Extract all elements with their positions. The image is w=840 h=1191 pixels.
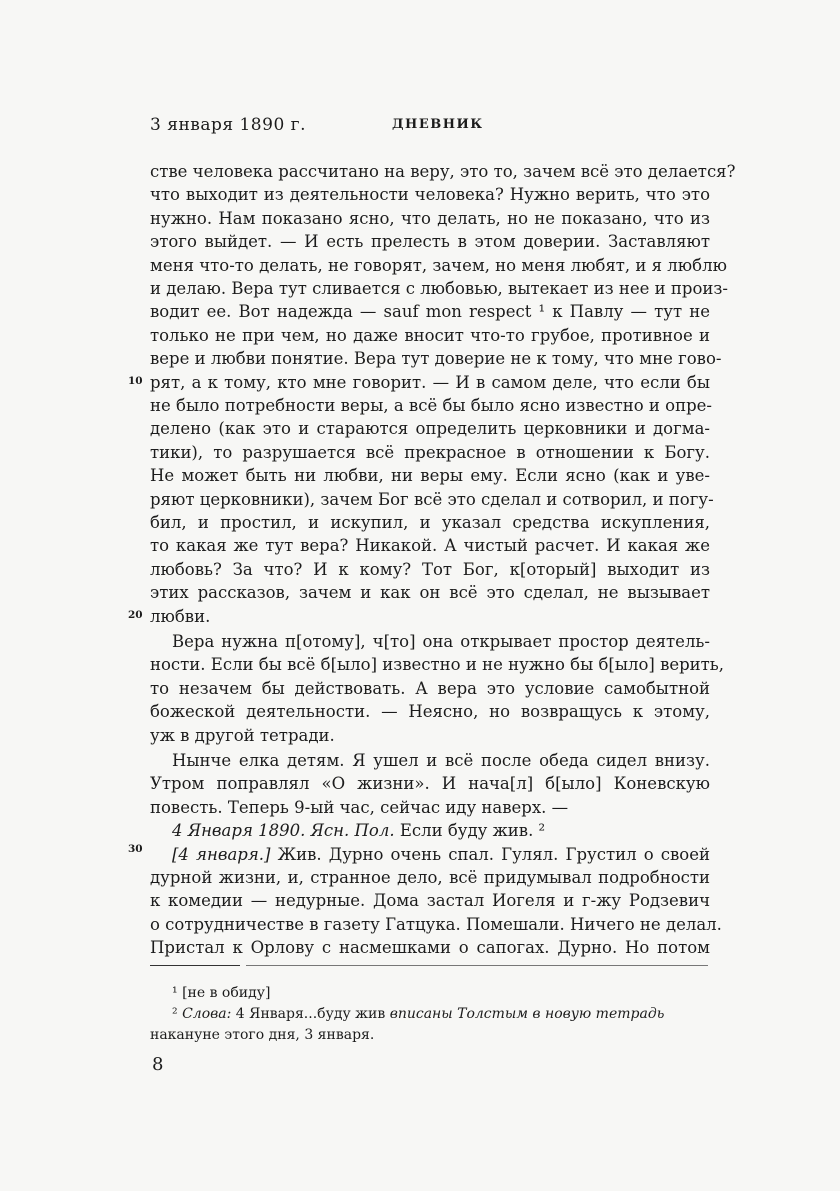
header-date: 3 января 1890 г. (150, 115, 306, 135)
footnote-2-mark: ² (172, 1006, 183, 1022)
text-line: божеской деятельности. — Неясно, но возвращусь к этому, (150, 702, 710, 722)
text-line: любовь? За что? И к кому? Тот Бог, к[оторый] выходит из (150, 559, 710, 579)
text-line: Не может быть ни любви, ни веры ему. Если ясно (как и уве- (150, 466, 710, 486)
running-header (150, 115, 710, 139)
text-line: любви. (150, 606, 211, 626)
footnote-2-cont: накануне этого дня, 3 января. (150, 1027, 375, 1043)
text-line: рят, а к тому, кто мне говорит. — И в самом деле, что если бы (150, 372, 710, 392)
text-line: то какая же тут вера? Никакой. А чистый расчет. И какая же (150, 536, 710, 556)
text-line: нужно. Нам показано ясно, что делать, но не показано, что из (150, 208, 710, 228)
text-line: водит ее. Вот надежда — sauf mon respect ¹ к Павлу — тут не (150, 302, 710, 322)
text-line: Пристал к Орлову с насмешками о сапогах. Дурно. Но потом (150, 938, 710, 958)
editorial-date: [4 января.] (172, 844, 271, 864)
text-line: о сотрудничестве в газету Гатцука. Помешали. Ничего не делал. (150, 914, 722, 934)
text-line: что выходит из деятельности человека? Нужно верить, что это (150, 185, 710, 205)
text-line: тики), то разрушается всё прекрасное в отношении к Богу. (150, 442, 710, 462)
entry-date-note: Если буду жив. ² (394, 821, 546, 841)
text-line (150, 843, 710, 867)
line-number-20: 20 (128, 609, 143, 621)
line-number-30: 30 (128, 843, 143, 855)
text-line: Вера нужна п[отому], ч[то] она открывает простор деятель- (172, 632, 710, 651)
text-line: дурной жизни, и, странное дело, всё придумывал подробности (150, 868, 710, 887)
text-line: Утром поправлял «О жизни». И нача[л] б[ыло] Коневскую (150, 774, 710, 794)
text-line: ряют церковники), зачем Бог всё это сделал и сотворил, и погу- (150, 489, 714, 509)
diary-date-entry (150, 819, 710, 843)
text-line: не было потребности веры, а всё бы было ясно известно и опре- (150, 396, 712, 415)
text-line: повесть. Теперь 9-ый час, сейчас иду наверх. — (150, 797, 569, 817)
footnote-rule (150, 965, 240, 966)
footnote-2-note: вписаны Толстым в новую тетрадь (389, 1006, 665, 1022)
header-title: ДНЕВНИК (392, 117, 484, 132)
text-line: и делаю. Вера тут сливается с любовью, вытекает из нее и произ- (150, 279, 728, 298)
text-line: ности. Если бы всё б[ыло] известно и не нужно бы б[ыло] верить, (150, 655, 725, 675)
entry-date-heading: 4 Января 1890. Ясн. Пол. (172, 821, 395, 841)
text-line: бил, и простил, и искупил, и указал средства искупления, (150, 513, 710, 532)
text-line: этого выйдет. — И есть прелесть в этом доверии. Заставляют (150, 232, 710, 252)
text-line: то незачем бы действовать. А вера это условие самобытной (150, 678, 710, 698)
footnote-2-lead: Слова: (182, 1006, 232, 1022)
text-line: к комедии — недурные. Дома застал Иогеля и г-жу Родзевич (150, 891, 710, 911)
page-number: 8 (152, 1054, 164, 1075)
text-line: Нынче елка детям. Я ушел и всё после обеда сидел внизу. (172, 751, 710, 770)
text-line: уж в другой тетради. (150, 725, 335, 745)
text-line-rest: Жив. Дурно очень спал. Гулял. Грустил о своей (270, 844, 710, 864)
text-line: делено (как это и стараются определить церковники и догма- (150, 419, 710, 439)
text-line: стве человека рассчитано на веру, это то, зачем всё это делается? (150, 162, 736, 181)
footnote-rule-dotted (246, 965, 708, 966)
line-number-10: 10 (128, 375, 143, 387)
text-line: этих рассказов, зачем и как он всё это сделал, не вызывает (150, 583, 710, 603)
text-line: только не при чем, но даже вносит что-то грубое, противное и (150, 325, 710, 345)
text-line: вере и любви понятие. Вера тут доверие не к тому, что мне гово- (150, 349, 722, 369)
footnote-2-quote: 4 Января...буду жив (231, 1006, 390, 1022)
text-line: меня что-то делать, не говорят, зачем, но меня любят, и я люблю (150, 255, 727, 275)
footnote-1: ¹ [не в обиду] (172, 985, 271, 1001)
footnote-2 (172, 1004, 732, 1025)
